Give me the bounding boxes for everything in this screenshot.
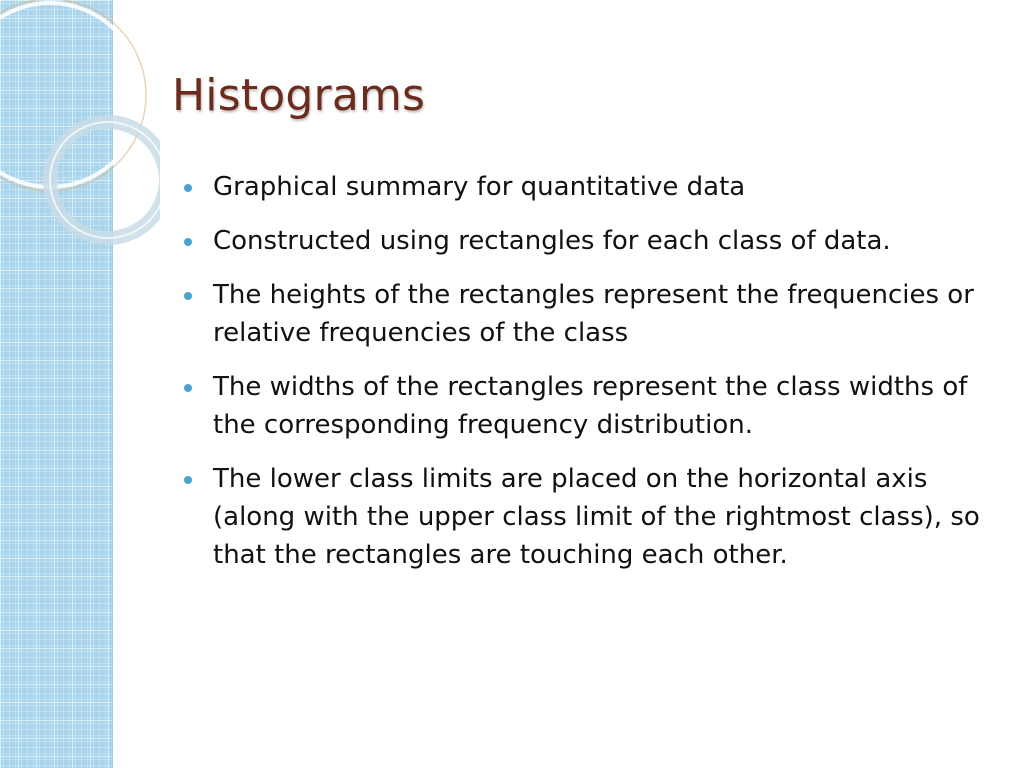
bullet-item: [180, 222, 980, 260]
bullet-dot-icon: [184, 384, 192, 392]
slide-title: Histograms: [172, 70, 426, 121]
decorative-side-band: [0, 0, 113, 768]
bullet-text: Constructed using rectangles for each class of data.: [213, 226, 891, 256]
bullet-item: [180, 460, 980, 574]
bullet-dot-icon: [184, 184, 192, 192]
bullet-text: The lower class limits are placed on the horizontal axis (along with the upper class limit of the rightmost class), so that the rectangles are touching each other.: [213, 464, 980, 570]
bullet-list: [180, 168, 980, 590]
bullet-dot-icon: [184, 238, 192, 246]
bullet-text: Graphical summary for quantitative data: [213, 172, 746, 202]
bullet-text: The widths of the rectangles represent the class widths of the corresponding frequency distribution.: [213, 372, 968, 440]
bullet-item: [180, 168, 980, 206]
bullet-item: [180, 276, 980, 352]
bullet-dot-icon: [184, 292, 192, 300]
bullet-text: The heights of the rectangles represent the frequencies or relative frequencies of the class: [213, 280, 974, 348]
bullet-item: [180, 368, 980, 444]
bullet-dot-icon: [184, 476, 192, 484]
